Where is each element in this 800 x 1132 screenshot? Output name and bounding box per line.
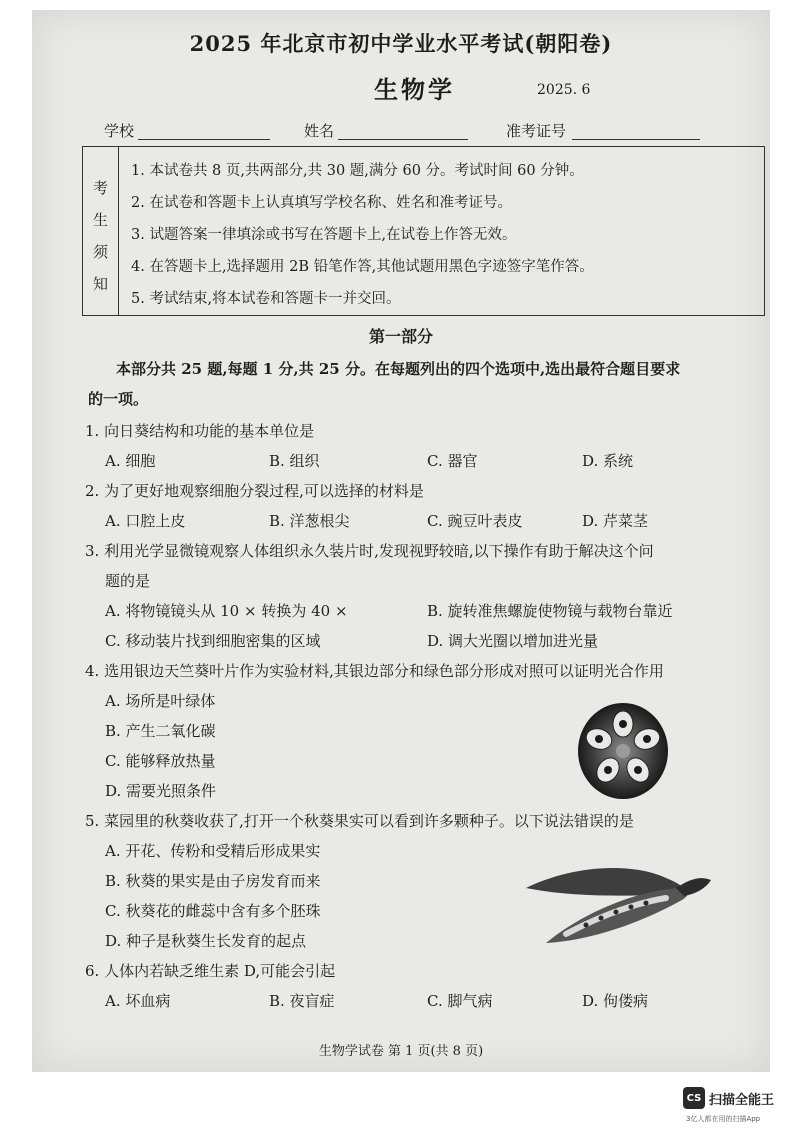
question-6-option-a: A. 坏血病 [105, 992, 171, 1010]
question-4-option-c: C. 能够释放热量 [105, 752, 216, 770]
question-3-option-a: A. 将物镜镜头从 10 × 转换为 40 × [105, 602, 348, 620]
notice-item: 2. 在试卷和答题卡上认真填写学校名称、姓名和准考证号。 [131, 195, 512, 211]
scanner-tagline: 3亿人都在用的扫描App [686, 1115, 761, 1123]
question-3-stem: 3. 利用光学显微镜观察人体组织永久装片时,发现视野较暗,以下操作有助于解决这个问 [85, 542, 654, 560]
question-5-stem: 5. 菜园里的秋葵收获了,打开一个秋葵果实可以看到许多颗种子。以下说法错误的是 [85, 812, 634, 830]
question-5-option-c: C. 秋葵花的雌蕊中含有多个胚珠 [105, 902, 321, 920]
question-2-stem: 2. 为了更好地观察细胞分裂过程,可以选择的材料是 [85, 482, 424, 500]
question-1-option-b: B. 组织 [269, 452, 320, 470]
question-6-option-d: D. 佝偻病 [582, 992, 649, 1010]
exam-paper [32, 10, 770, 1072]
question-3-option-d: D. 调大光圈以增加进光量 [427, 632, 599, 650]
question-4-option-d: D. 需要光照条件 [105, 782, 217, 800]
question-3-option-c: C. 移动装片找到细胞密集的区域 [105, 632, 321, 650]
question-1-stem: 1. 向日葵结构和功能的基本单位是 [85, 422, 315, 440]
scanner-logo-icon: CS [683, 1087, 705, 1109]
question-1-option-d: D. 系统 [582, 452, 634, 470]
school-line [138, 139, 270, 140]
question-3-stem-cont: 题的是 [105, 572, 151, 590]
notice-item: 4. 在答题卡上,选择题用 2B 铅笔作答,其他试题用黑色字迹签字笔作答。 [131, 259, 594, 275]
part-title: 第一部分 [368, 327, 433, 346]
name-label: 姓名 [304, 122, 335, 140]
question-6-stem: 6. 人体内若缺乏维生素 D,可能会引起 [85, 962, 336, 980]
question-1-option-a: A. 细胞 [105, 452, 156, 470]
exam-title: 2025 年北京市初中学业水平考试(朝阳卷) [189, 31, 613, 56]
part-intro-cont: 的一项。 [88, 390, 149, 408]
question-5-option-b: B. 秋葵的果实是由子房发育而来 [105, 872, 321, 890]
question-3-option-b: B. 旋转准焦螺旋使物镜与载物台靠近 [427, 602, 673, 620]
question-6-option-b: B. 夜盲症 [269, 992, 335, 1010]
question-4-stem: 4. 选用银边天竺葵叶片作为实验材料,其银边部分和绿色部分形成对照可以证明光合作用 [85, 662, 664, 680]
question-1-option-c: C. 器官 [427, 452, 478, 470]
question-5-option-a: A. 开花、传粉和受精后形成果实 [105, 842, 321, 860]
question-2-option-a: A. 口腔上皮 [105, 512, 186, 530]
question-4-option-b: B. 产生二氧化碳 [105, 722, 216, 740]
name-line [338, 139, 468, 140]
scanner-watermark [683, 1087, 774, 1109]
notice-item: 5. 考试结束,将本试卷和答题卡一并交回。 [131, 291, 401, 307]
notice-item: 1. 本试卷共 8 页,共两部分,共 30 题,满分 60 分。考试时间 60 分钟。 [131, 163, 584, 179]
exam-date: 2025. 6 [537, 82, 591, 98]
scanner-app-name: 扫描全能王 [709, 1092, 775, 1108]
exam-id-line [572, 139, 700, 140]
question-5-option-d: D. 种子是秋葵生长发育的起点 [105, 932, 307, 950]
page-footer: 生物学试卷 第 1 页(共 8 页) [318, 1044, 484, 1059]
notice-label: 考 生 须 知 [83, 147, 119, 315]
notice-box [82, 146, 765, 316]
part-intro: 本部分共 25 题,每题 1 分,共 25 分。在每题列出的四个选项中,选出最符合题目要求 [116, 360, 681, 378]
question-6-option-c: C. 脚气病 [427, 992, 493, 1010]
subject-title: 生物学 [374, 75, 455, 104]
question-2-option-b: B. 洋葱根尖 [269, 512, 350, 530]
notice-item: 3. 试题答案一律填涂或书写在答题卡上,在试卷上作答无效。 [131, 227, 517, 243]
question-2-option-d: D. 芹菜茎 [582, 512, 649, 530]
exam-id-label: 准考证号 [506, 122, 567, 140]
question-4-option-a: A. 场所是叶绿体 [105, 692, 216, 710]
okra-pods-image [516, 848, 721, 958]
question-2-option-c: C. 豌豆叶表皮 [427, 512, 523, 530]
okra-cross-section-image [577, 702, 669, 800]
school-label: 学校 [104, 122, 135, 140]
